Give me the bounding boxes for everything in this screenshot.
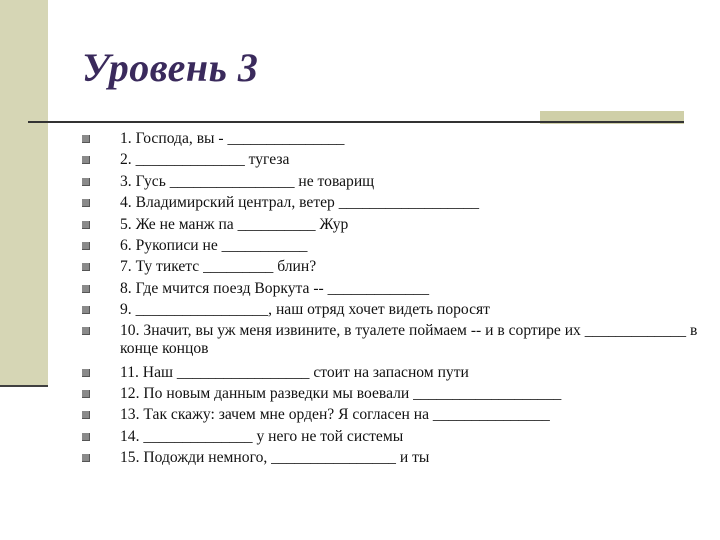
list-item-text: 2. ______________ тугеза — [120, 151, 290, 169]
list-item — [82, 299, 702, 320]
list-item — [82, 128, 702, 149]
square-bullet-icon — [82, 454, 90, 462]
list-item — [82, 404, 702, 425]
list-item — [82, 321, 702, 362]
list-item — [82, 149, 702, 170]
square-bullet-icon — [82, 390, 90, 398]
square-bullet-icon — [82, 178, 90, 186]
list-item — [82, 278, 702, 299]
list-item-text: 9. _________________, наш отряд хочет видеть поросят — [120, 301, 491, 319]
list-item-text: 1. Господа, вы - _______________ — [120, 130, 345, 147]
list-item — [82, 447, 702, 468]
list-item-text: 15. Подожди немного, ________________ и ты — [120, 449, 430, 467]
square-bullet-icon — [82, 242, 90, 250]
square-bullet-icon — [82, 135, 90, 143]
title-underline-accent-line — [540, 121, 684, 123]
left-decorative-band — [0, 0, 48, 385]
square-bullet-icon — [82, 285, 90, 293]
square-bullet-icon — [82, 199, 90, 207]
list-item-text: 13. Так скажу: зачем мне орден? Я согласен на _______________ — [120, 406, 550, 424]
title-underline — [28, 121, 544, 123]
list-item-text: 14. ______________ у него не той системы — [120, 427, 404, 445]
square-bullet-icon — [82, 369, 90, 377]
list-item — [82, 383, 702, 404]
list-item-text: 5. Же не манж па __________ Жур — [120, 215, 349, 233]
slide-title: Уровень 3 — [82, 45, 259, 90]
list-item — [82, 171, 702, 192]
item-list — [82, 128, 702, 469]
square-bullet-icon — [82, 221, 90, 229]
list-item — [82, 426, 702, 447]
list-item-text: 6. Рукописи не ___________ — [120, 237, 308, 255]
square-bullet-icon — [82, 306, 90, 314]
list-item-text: 8. Где мчится поезд Воркута -- _____________ — [120, 279, 430, 297]
list-item-text: 3. Гусь ________________ не товарищ — [120, 172, 375, 190]
list-item — [82, 192, 702, 213]
list-item-text: 11. Наш _________________ стоит на запасном пути — [120, 363, 469, 381]
square-bullet-icon — [82, 433, 90, 441]
list-item-text: 4. Владимирский централ, ветер __________________ — [120, 194, 480, 212]
list-item — [82, 362, 702, 383]
square-bullet-icon — [82, 263, 90, 271]
left-band-divider — [0, 385, 48, 387]
square-bullet-icon — [82, 327, 90, 335]
square-bullet-icon — [82, 156, 90, 164]
list-item-text: 7. Ту тикетс _________ блин? — [120, 258, 317, 276]
square-bullet-icon — [82, 411, 90, 419]
list-item — [82, 256, 702, 277]
list-item-text: 10. Значит, вы уж меня извините, в туалете поймаем -- и в сортире их _____________ в конце концов — [120, 321, 698, 358]
list-item-text: 12. По новым данным разведки мы воевали ___________________ — [120, 385, 562, 403]
list-item — [82, 214, 702, 235]
list-item — [82, 235, 702, 256]
